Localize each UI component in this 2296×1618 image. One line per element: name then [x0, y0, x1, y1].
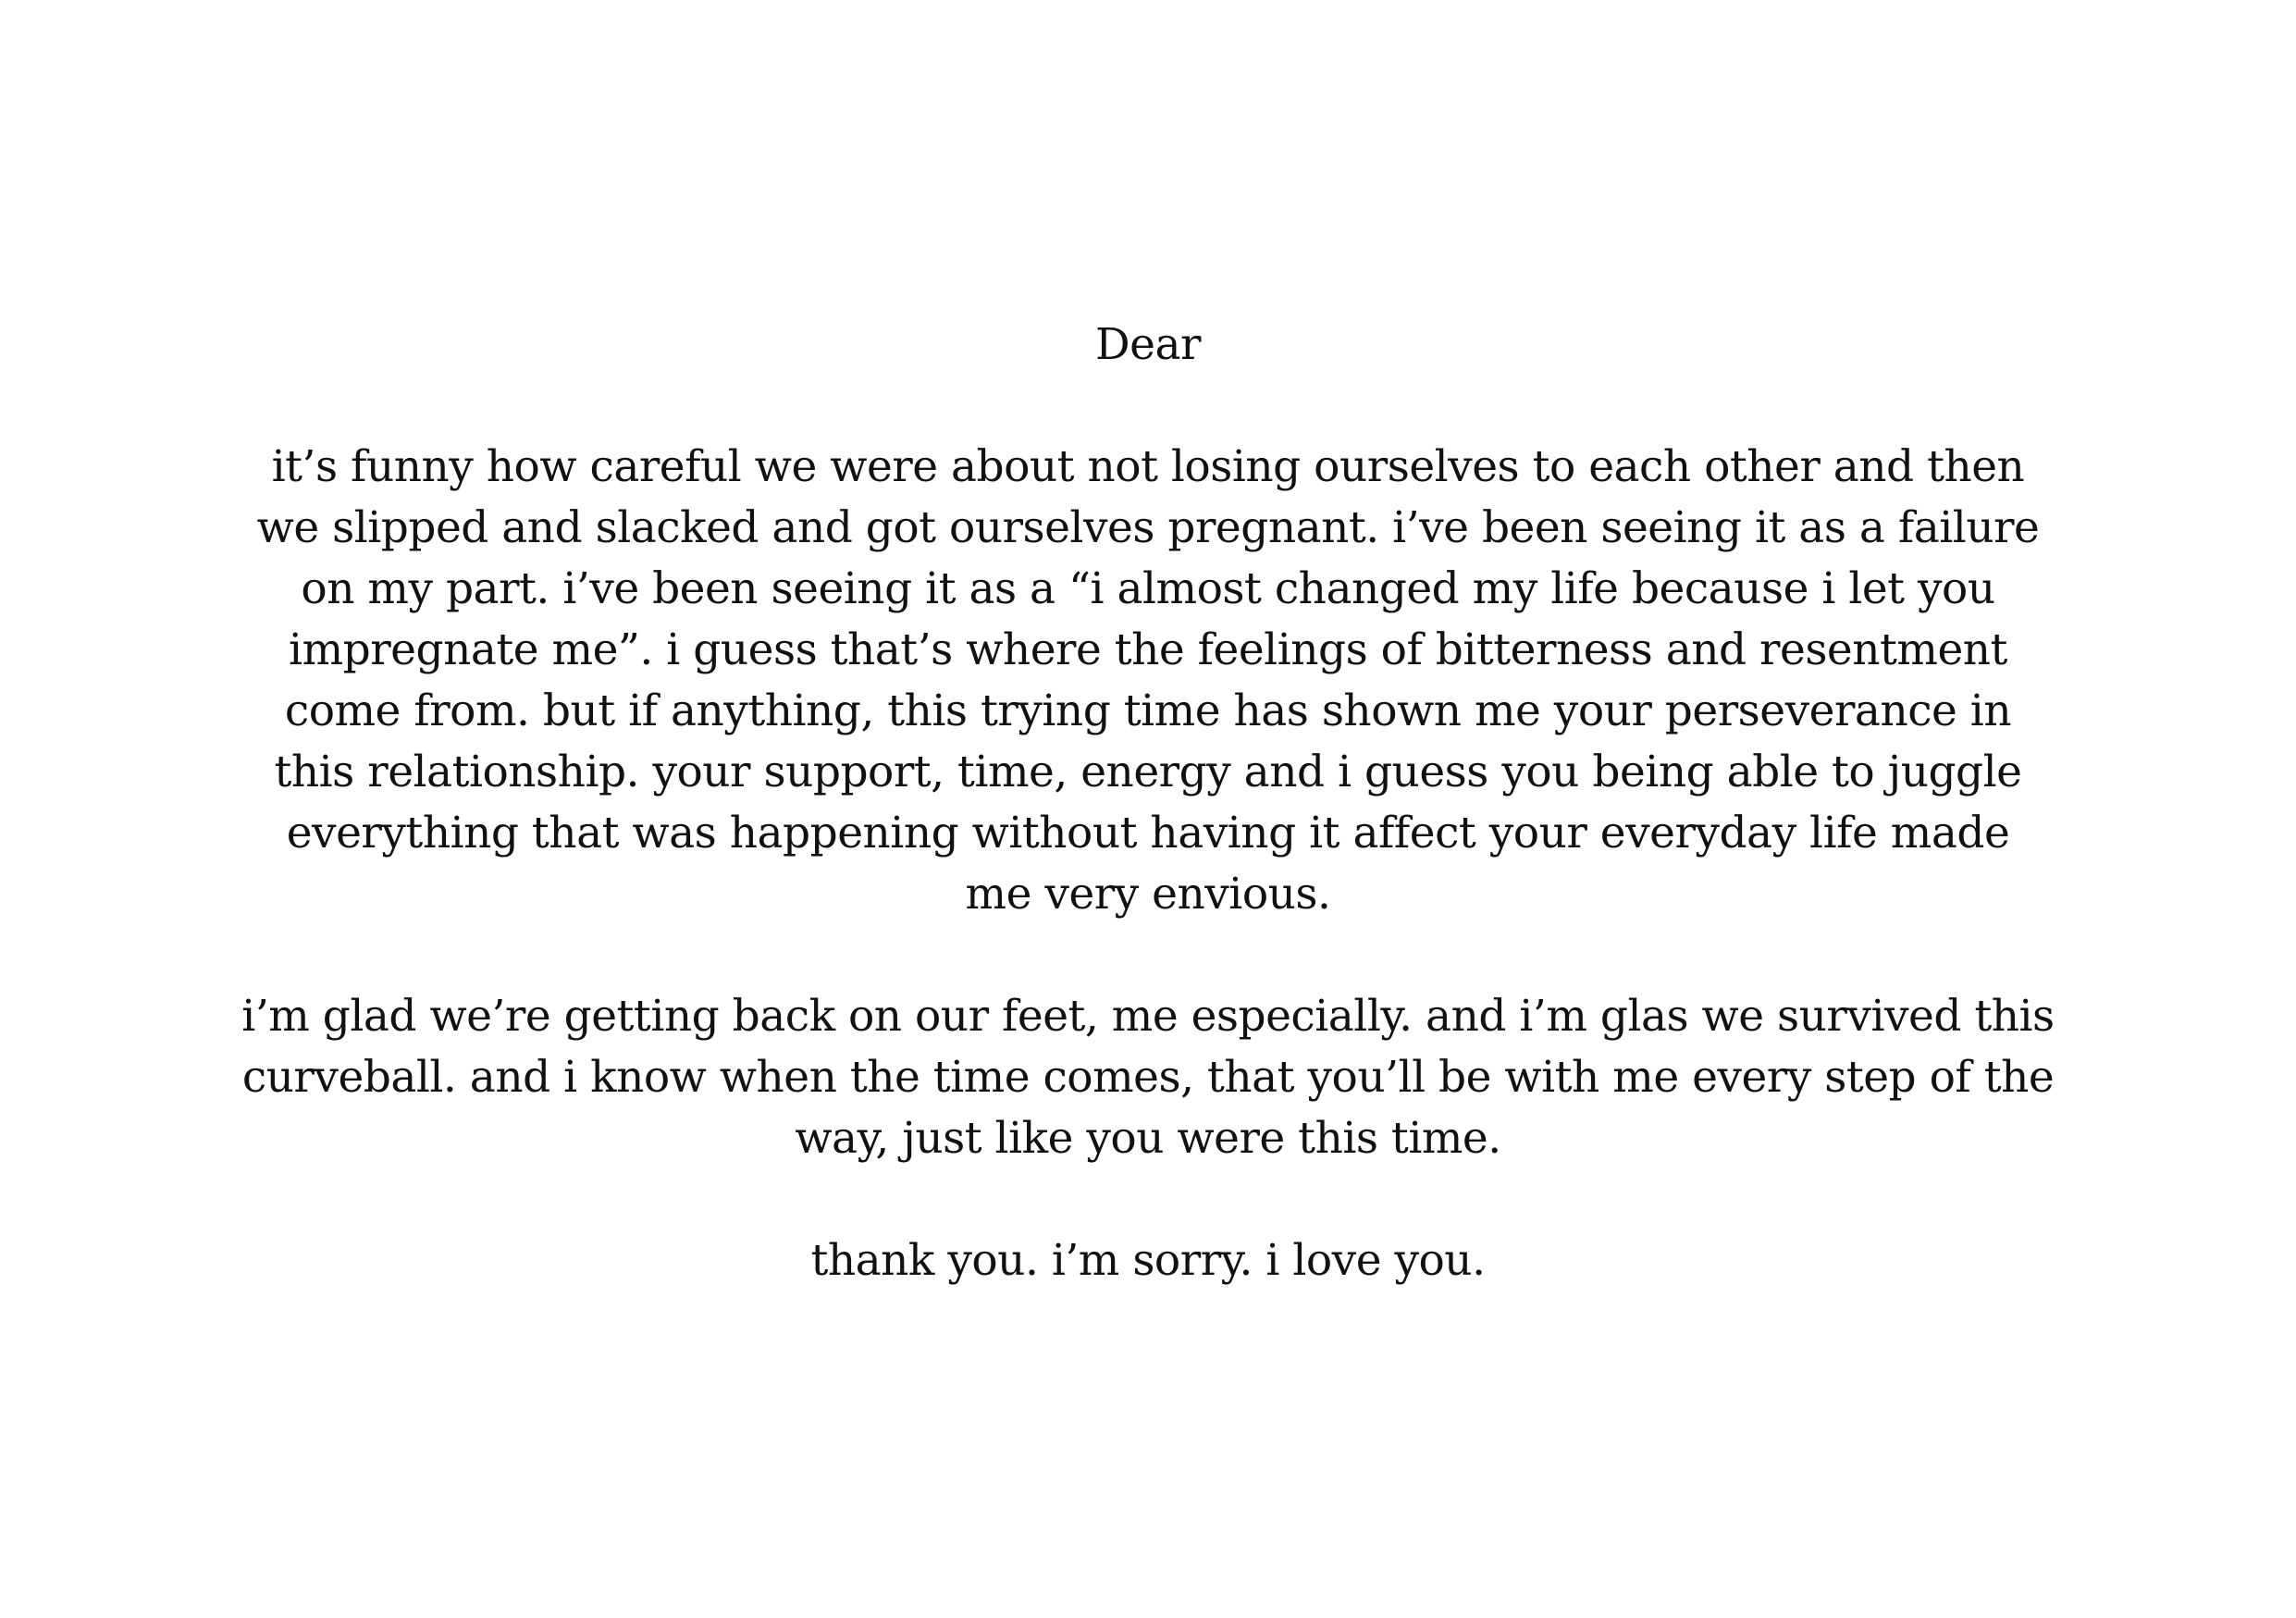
- text-line: way, just like you were this time.: [795, 1113, 1501, 1164]
- text-line: on my part. i’ve been seeing it as a “i almost changed my life because i let you: [301, 563, 1995, 614]
- paragraph-spacer: [0, 1169, 2296, 1230]
- letter-paragraph-2: [0, 986, 2296, 1169]
- text-line: we slipped and slacked and got ourselves pregnant. i’ve been seeing it as a failure: [256, 502, 2040, 553]
- text-line: this relationship. your support, time, energy and i guess you being able to juggle: [274, 747, 2022, 797]
- letter-closing: thank you. i’m sorry. i love you.: [810, 1235, 1486, 1286]
- letter-greeting: Dear: [1095, 319, 1201, 370]
- text-line: impregnate me”. i guess that’s where the feelings of bitterness and resentment: [289, 624, 2007, 675]
- text-line: i’m glad we’re getting back on our feet, me especially. and i’m glas we survived this: [241, 991, 2055, 1042]
- text-line: curveball. and i know when the time comes, that you’ll be with me every step of the: [241, 1052, 2055, 1103]
- text-line: it’s funny how careful we were about not losing ourselves to each other and then: [271, 441, 2025, 492]
- text-line: me very envious.: [965, 869, 1331, 920]
- text-line: come from. but if anything, this trying time has shown me your perseverance in: [284, 685, 2012, 736]
- text-line: everything that was happening without having it affect your everyday life made: [286, 808, 2010, 858]
- paragraph-spacer: [0, 925, 2296, 986]
- paragraph-spacer: [0, 376, 2296, 437]
- letter-paragraph-1: [0, 437, 2296, 925]
- letter-body: [0, 315, 2296, 1291]
